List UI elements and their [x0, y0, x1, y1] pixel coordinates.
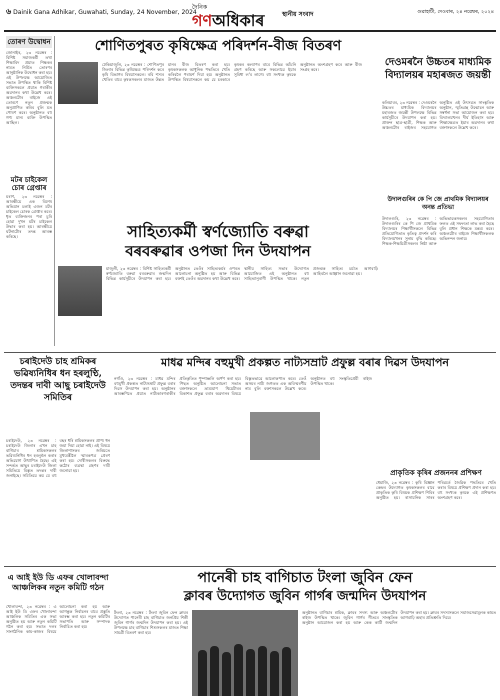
- people-silhouette: [210, 646, 219, 696]
- sahityakarmi-photo: [58, 266, 102, 316]
- people-silhouette: [282, 647, 291, 696]
- chaiwide-body: চৰাইদেউ, ২৩ নৱেম্বৰ : চৰাইদেউ জিলাৰ এখন চাহ বাগিচাৰ শ্ৰমিকসকলৰ ভৱিষ্যনিধিৰ ধন হৰলুণ্ঠন কৰাৰ অভিযোগ উত্থাপিত হৈছে। এই সন্দৰ্ভত আছুৰ চৰাইদেউ জিলা সমিতিয়ে বিস্তৃত তদন্তৰ দাবী জনাইছে। সমিতিয়ে কয় যে বহু বছৰ ধৰি শ্ৰমিকসকলৰ প্ৰাপ্য ধন জমা দিয়া হোৱা নাই। এই বিষয়ে জিলাশাসকৰ জৰিয়তে মুখ্যমন্ত্ৰীলৈ স্মাৰকপত্ৰ প্ৰেৰণ কৰা হয়। দোষীসকলৰ বিৰুদ্ধে কঠোৰ ব্যৱস্থা গ্ৰহণৰ দাবী জনোৱা হয়।: [6, 438, 110, 478]
- paneri-title-1: পানেৰী চাহ বাগিচাত টংলা জুবিন ফেন: [197, 570, 413, 586]
- people-silhouette: [234, 644, 243, 696]
- section-rule-1: [4, 352, 496, 353]
- top-rule: [4, 30, 496, 32]
- section-name: স্থানীয় সংবাদ: [282, 11, 314, 18]
- madhab-body: নগাঁও, ২৩ নৱেম্বৰ : মাধৱ মন্দিৰ বহুমুখী প্ৰকল্পত নাট্যসম্ৰাট প্ৰফুল্ল বৰাৰ দিৱস উদযাপন কৰা হয়। অনুষ্ঠানৰ আৰম্ভণিতে প্ৰয়াত নাট্যকাৰগৰাকীৰ প্ৰতিকৃতিত পুষ্পাঞ্জলি অৰ্পণ কৰা হয়। পিছত অনুষ্ঠিত আলোচনা সভাত বক্তাসকলে ভ্ৰাম্যমাণ থিয়েটাৰৰ বিকাশত প্ৰফুল্ল বৰাৰ অৱদানৰ বিষয়ে বিস্তৃতভাৱে আলোকপাত কৰে। তেওঁ অসমৰ নাট্য জগতত এক অবিস্মৰণীয় নাম বুলি বক্তাসকলে উল্লেখ কৰে। অনুষ্ঠানত বহু সংস্কৃতিপ্ৰেমী ৰাইজ উপস্থিত থাকে।: [114, 376, 372, 396]
- sahityakarmi-title-1: সাহিত্যকৰ্মী স্বৰ্ণজ্যোতি বৰুৱা: [127, 222, 309, 241]
- page-number: ৬: [6, 7, 12, 16]
- edition-line: Dainik Gana Adhikar, Guwahati, Sunday, 24 November, 2024: [13, 9, 197, 16]
- madhab-photo: [250, 412, 320, 460]
- right-mid-body: উদালগুৰি, ২৩ নৱেম্বৰ : উদালগুৰিৰ কে পি জে প্ৰাথমিক বিদ্যালয়ৰ শিক্ষাৰ্থীসকলে বিভিন্ন প্ৰতিযোগিতাত কৃতিত্ব প্ৰদৰ্শন কৰি বিদ্যালয়খনৰ সুনাম বৃদ্ধি কৰিছে। শিক্ষক-শিক্ষয়িত্ৰীসকলৰ নিষ্ঠা আৰু অভিভাৱকসকলৰ সহযোগিতাৰ ফলত এই সফলতা লাভ কৰা হৈছে বুলি প্ৰধান শিক্ষকে মন্তব্য কৰে। অঞ্চলটোৰ ৰাইজে শিক্ষাৰ্থীসকলক অভিনন্দন জনায়।: [382, 216, 494, 246]
- column-divider: [54, 36, 55, 346]
- chaiwide-title: চৰাইদেউ চাহ শ্ৰমিকৰ ভৱিষ্যনিধিৰ ধন হৰলুণ্ঠি, তদন্তৰ দাবী আছু চৰাইদেউ সমিতিৰ: [10, 357, 106, 403]
- top-article-photo: [58, 62, 98, 104]
- sahityakarmi-body: মাজুলী, ২৩ নৱেম্বৰ : বিশিষ্ট সাহিত্যকৰ্মী স্বৰ্ণজ্যোতি বৰুৱা বৰবৰুৱাৰ জন্মদিন বিভিন্ন কাৰ্যসূচীৰে উদযাপন কৰা হয়। অনুষ্ঠানত তেওঁৰ সাহিত্যকৰ্মৰ ওপৰত আলোচনা অনুষ্ঠিত হয় আৰু বিভিন্ন বক্তাই তেওঁৰ অৱদানৰ কথা উল্লেখ কৰে। স্থানীয় সাহিত্য সভাৰ উদ্যোগত আয়োজিত এই অনুষ্ঠানত বহু সাহিত্যানুৰাগী উপস্থিত থাকে। নতুন প্ৰজন্মক সাহিত্য চৰ্চাত আগবাঢ়ি আহিবলৈ আহ্বান জনোৱা হয়।: [106, 266, 378, 281]
- left-column: [6, 36, 52, 336]
- people-silhouette: [222, 652, 231, 696]
- madhab-title: মাধৱ মন্দিৰ বহুমুখী প্ৰকল্পত নাট্যসম্ৰাট প্ৰফুল্ল বৰাৰ দিৱস উদযাপন: [161, 356, 449, 369]
- top-article-body: ঢেকিয়াজুলি, ২৩ নৱেম্বৰ : শোণিতপুৰ জিলাৰ বিভিন্ন কৃষিক্ষেত্ৰ পৰিদৰ্শন কৰে কৃষি বিভাগৰ বিষয়াসকলে। ৰবি শস্যৰ খেতিৰ বাবে কৃষকসকলৰ মাজত উন্নত মানৰ বীজ বিতৰণ কৰা হয়। কৃষকসকলক আধুনিক পদ্ধতিৰে খেতি কৰিবলৈ পৰামৰ্শ দিয়া হয়। অনুষ্ঠানত উপস্থিত বিষয়াসকলে কয় যে চৰকাৰে কৃষকৰ কল্যাণৰ বাবে বিভিন্ন আঁচনি গ্ৰহণ কৰিছে আৰু সকলোৱে ইয়াৰ সুবিধা ল'ব লাগে। বহু সংখ্যক কৃষকে অনুষ্ঠানত অংশগ্ৰহণ কৰে আৰু বীজ সংগ্ৰহ কৰে।: [102, 62, 362, 82]
- paneri-body-2: অনুষ্ঠানত বাগিচাৰ শ্ৰমিক, ক্লাবৰ সদস্য আৰু অঞ্চলটোৰ ৰাইজ উপস্থিত থাকে। জুবিন গাৰ্গৰ গীতৰে সাংস্কৃতিক অনুষ্ঠান আয়োজন কৰা হয় আৰু কেক কাটি জন্মদিন উদযাপন কৰা হয়। ক্লাবৰ সদস্যসকলে সমাজসেৱামূলক কামত আগবাঢ়ি অহাৰ প্ৰতিশ্ৰুতি দিয়ে।: [302, 610, 496, 625]
- logo-small-text: দৈনিক: [192, 4, 208, 11]
- sahityakarmi-title-2: বৰবৰুৱাৰ ওপজা দিন উদযাপন: [125, 242, 311, 260]
- paneri-title-2: ক্লাবৰ উদ্যোগত জুবিন গাৰ্গৰ জন্মদিন উদযাপন: [183, 589, 427, 604]
- people-silhouette: [198, 650, 207, 696]
- logo-part2: অধিকাৰ: [212, 11, 265, 30]
- people-silhouette: [270, 651, 279, 696]
- right-top-title: দেওমৰনৈ উচ্চতৰ মাধ্যমিক বিদ্যালয়ৰ মহাৰজত জয়ন্তী: [384, 57, 492, 81]
- date-right: গুৱাহাটী, দেওবাৰ, ২৪ নৱেম্বৰ, ২০২৪: [417, 9, 494, 15]
- prakritik-body: ধেমাজি, ২৩ নৱেম্বৰ : কৃষি বিজ্ঞান কেন্দ্ৰৰ উদ্যোগত কৃষকসকলৰ বাবে প্ৰাকৃতিক কৃষি বিষয়ক প্ৰশিক্ষণ শিবিৰ অনুষ্ঠিত হয়। ৰাসায়নিক সাৰৰ পৰিৱৰ্তে জৈৱিক পদ্ধতিৰে খেতি কৰাৰ বিষয়ে প্ৰশিক্ষণ প্ৰদান কৰা হয়। বহু সংখ্যক কৃষকে এই প্ৰশিক্ষণত অংশগ্ৰহণ কৰে।: [376, 480, 496, 500]
- left-head-1: তোৰণ উদ্বোধন: [7, 37, 51, 46]
- top-article-title: শোণিতপুৰত কৃষিক্ষেত্ৰ পৰিদৰ্শন-বীজ বিতৰণ: [94, 38, 342, 54]
- itui-body: খোলাবন্দা, ২৩ নৱেম্বৰ : এ আই ইউ ডি এফৰ খোলাবন্দা আঞ্চলিক সমিতিৰ এক সভা অনুষ্ঠিত হয় আৰু নতুন কমিটি গঠন কৰা হয়। সভাত দলৰ সাংগঠনিক কাম-কাজৰ বিষয়ে আলোচনা কৰা হয় আৰু আগন্তুক নিৰ্বাচনৰ বাবে প্ৰস্তুতি আৰম্ভ কৰা হয়। নতুন কমিটিৰ সভাপতি আৰু সম্পাদক নিৰ্বাচিত কৰা হয়।: [6, 604, 110, 634]
- left-head-2: মটৰ চাইকেল চোৰ গ্ৰেপ্তাৰ: [10, 175, 48, 192]
- masthead-left: [6, 8, 197, 16]
- left-body-2: মৰাণ, ২৩ নৱেম্বৰ : আৰক্ষীয়ে এক বিশেষ অভিযান চলাই এজন মটৰ চাইকেল চোৰক গ্ৰেপ্তাৰ কৰে। ধৃত ব্যক্তিজনৰ পৰা চুৰি হোৱা দুখন মটৰ চাইকেল উদ্ধাৰ কৰা হয়। আৰক্ষীয়ে ঘটনাটোৰ তদন্ত আৰম্ভ কৰিছে।: [6, 194, 52, 239]
- paneri-body-1: টংলা, ২৩ নৱেম্বৰ : টংলা জুবিন ফেন ক্লাবৰ উদ্যোগত পানেৰী চাহ বাগিচাত জনপ্ৰিয় শিল্পী জুবিন গাৰ্গৰ জন্মদিন উদযাপন কৰা হয়। এই উপলক্ষে চাহ বাগিচাৰ শিশুসকলৰ মাজত শিক্ষা সামগ্ৰী বিতৰণ কৰা হয়।: [114, 610, 188, 635]
- left-body-1: জোনাইৰ, ২৩ নৱেম্বৰ : বিশিষ্ট সমাজকৰ্মী তথা শিক্ষাবিদ প্ৰয়াত শিক্ষকৰ নামত নিৰ্মিত তোৰণৰ আনুষ্ঠানিক উদ্বোধন কৰা হয়। এই উপলক্ষে আয়োজিত সভাত উপস্থিত থাকি বিশিষ্ট ব্যক্তিসকলে প্ৰয়াত গৰাকীৰ অৱদানৰ কথা উল্লেখ কৰে। অঞ্চলটোৰ ৰাইজে এই তোৰণে নতুন প্ৰজন্মক অনুপ্ৰাণিত কৰিব বুলি মত পোষণ কৰে। অনুষ্ঠানত বহু গণ্য মান্য ব্যক্তি উপস্থিত আছিল।: [6, 50, 52, 125]
- paneri-photo: [192, 610, 298, 696]
- people-silhouette: [258, 646, 267, 696]
- itui-title: এ আই ইউ ডি এফৰ খোলাবন্দা আঞ্চলিকৰ নতুন কমিটি গঠন: [7, 572, 109, 592]
- people-silhouette: [246, 649, 255, 696]
- prakritik-title: প্ৰাকৃতিক কৃষিৰ প্ৰজননৰ প্ৰশিক্ষণ: [390, 468, 482, 477]
- section-rule-2: [4, 566, 496, 567]
- right-mid-title: উদালগুৰিৰ কে পি জে প্ৰাথমিক বিদ্যালয়ৰ অনন্ত প্ৰতিভা: [387, 196, 489, 211]
- right-top-body: কলিয়াবৰ, ২৩ নৱেম্বৰ : দেওমৰনৈ উচ্চতৰ মাধ্যমিক বিদ্যালয়ৰ মহাৰজত জয়ন্তী উপলক্ষে বিভিন্ন কাৰ্যসূচীৰে উদযাপন কৰা হয়। প্ৰাক্তন ছাত্ৰ-ছাত্ৰী, শিক্ষক আৰু অঞ্চলটোৰ ৰাইজৰ সহযোগত অনুষ্ঠিত এই উৎসৱত সাংস্কৃতিক অনুষ্ঠান, স্মৃতিগ্ৰন্থ উন্মোচন আৰু সম্বৰ্ধনা সভা আয়োজন কৰা হয়। বিদ্যালয়খনৰ দীৰ্ঘ ইতিহাস আৰু শিক্ষাক্ষেত্ৰত ইয়াৰ অৱদানৰ কথা বক্তাসকলে উল্লেখ কৰে।: [382, 100, 494, 130]
- logo-part1: গণ: [192, 11, 213, 30]
